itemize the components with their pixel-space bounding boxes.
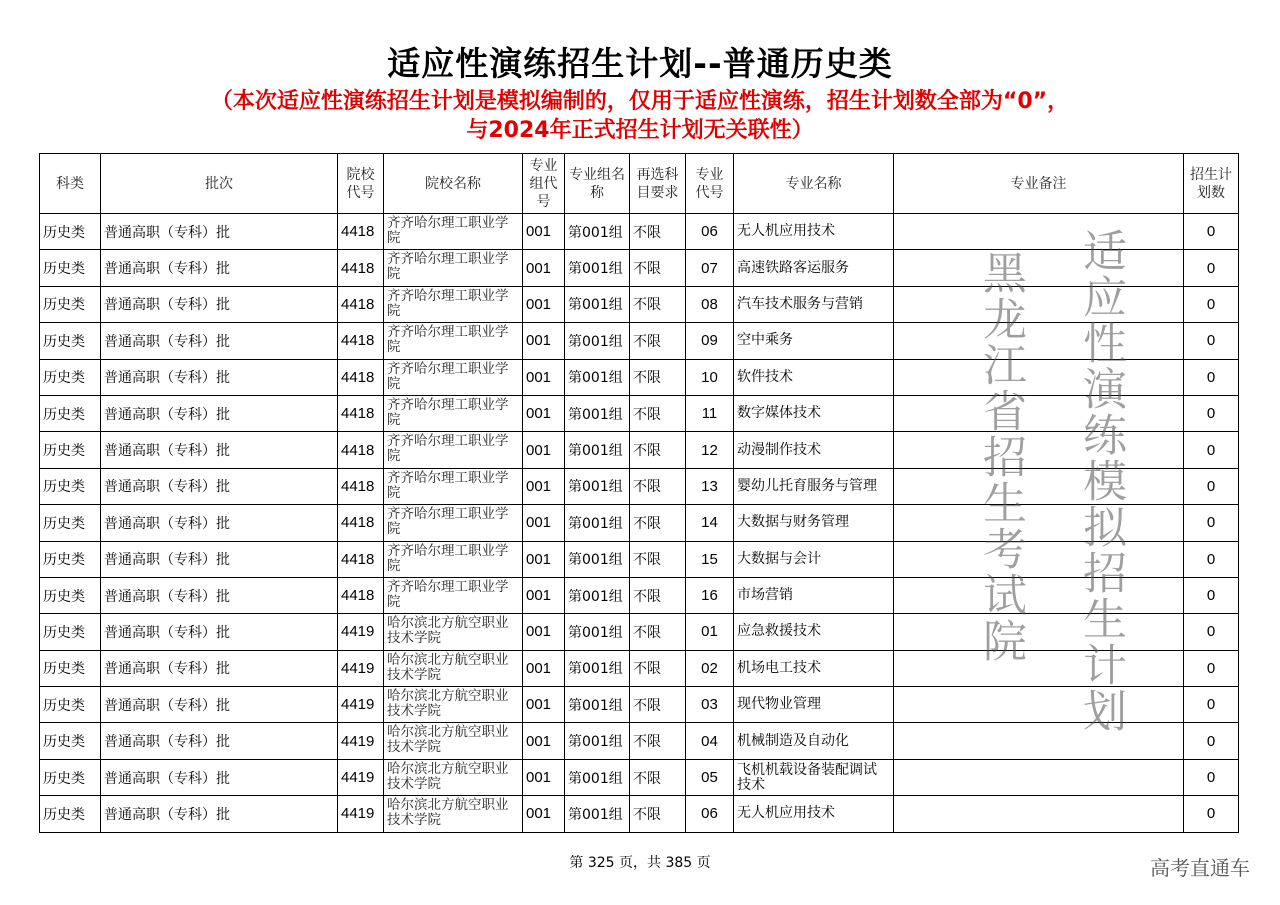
cell-major-code: 07 <box>686 250 734 286</box>
cell-major-remarks <box>894 323 1184 359</box>
cell-group-code: 001 <box>523 796 565 832</box>
cell-major-remarks <box>894 359 1184 395</box>
cell-batch: 普通高职（专科）批 <box>101 214 338 250</box>
cell-subject-category: 历史类 <box>40 468 101 504</box>
cell-major-code: 10 <box>686 359 734 395</box>
cell-elective-requirement: 不限 <box>630 250 686 286</box>
cell-major-name: 大数据与会计 <box>734 541 894 577</box>
cell-batch: 普通高职（专科）批 <box>101 359 338 395</box>
cell-subject-category: 历史类 <box>40 796 101 832</box>
cell-elective-requirement: 不限 <box>630 723 686 759</box>
table-row <box>40 505 1239 541</box>
cell-school-code: 4419 <box>338 687 384 723</box>
cell-group-name: 第001组 <box>565 650 630 686</box>
cell-major-name: 飞机机载设备装配调试技术 <box>734 759 894 795</box>
header-elective-requirement: 再选科目要求 <box>630 154 686 214</box>
cell-school-name: 齐齐哈尔理工职业学院 <box>384 214 523 250</box>
cell-batch: 普通高职（专科）批 <box>101 614 338 650</box>
cell-major-remarks <box>894 541 1184 577</box>
cell-major-name: 无人机应用技术 <box>734 214 894 250</box>
cell-elective-requirement: 不限 <box>630 577 686 613</box>
header-school-name: 院校名称 <box>384 154 523 214</box>
cell-school-code: 4419 <box>338 614 384 650</box>
cell-major-name: 高速铁路客运服务 <box>734 250 894 286</box>
cell-school-code: 4418 <box>338 432 384 468</box>
cell-major-code: 14 <box>686 505 734 541</box>
header-plan-count: 招生计划数 <box>1184 154 1239 214</box>
cell-school-code: 4419 <box>338 796 384 832</box>
cell-batch: 普通高职（专科）批 <box>101 250 338 286</box>
cell-elective-requirement: 不限 <box>630 395 686 431</box>
cell-plan-count: 0 <box>1184 759 1239 795</box>
cell-elective-requirement: 不限 <box>630 505 686 541</box>
cell-major-name: 空中乘务 <box>734 323 894 359</box>
header-group-name: 专业组名称 <box>565 154 630 214</box>
cell-school-name: 齐齐哈尔理工职业学院 <box>384 250 523 286</box>
cell-elective-requirement: 不限 <box>630 541 686 577</box>
cell-plan-count: 0 <box>1184 432 1239 468</box>
cell-major-code: 01 <box>686 614 734 650</box>
cell-plan-count: 0 <box>1184 687 1239 723</box>
cell-group-name: 第001组 <box>565 505 630 541</box>
cell-major-code: 06 <box>686 214 734 250</box>
cell-school-code: 4419 <box>338 759 384 795</box>
cell-school-name: 哈尔滨北方航空职业技术学院 <box>384 723 523 759</box>
cell-plan-count: 0 <box>1184 359 1239 395</box>
cell-group-code: 001 <box>523 359 565 395</box>
cell-school-name: 哈尔滨北方航空职业技术学院 <box>384 759 523 795</box>
cell-major-name: 婴幼儿托育服务与管理 <box>734 468 894 504</box>
cell-school-name: 哈尔滨北方航空职业技术学院 <box>384 650 523 686</box>
cell-group-code: 001 <box>523 759 565 795</box>
cell-group-name: 第001组 <box>565 214 630 250</box>
cell-subject-category: 历史类 <box>40 359 101 395</box>
cell-major-remarks <box>894 650 1184 686</box>
cell-subject-category: 历史类 <box>40 541 101 577</box>
table-row <box>40 650 1239 686</box>
cell-major-remarks <box>894 468 1184 504</box>
cell-group-code: 001 <box>523 286 565 322</box>
cell-plan-count: 0 <box>1184 468 1239 504</box>
cell-major-code: 03 <box>686 687 734 723</box>
cell-major-remarks <box>894 577 1184 613</box>
cell-major-remarks <box>894 286 1184 322</box>
cell-major-name: 机械制造及自动化 <box>734 723 894 759</box>
cell-school-code: 4418 <box>338 577 384 613</box>
cell-group-name: 第001组 <box>565 250 630 286</box>
notice-line-2: 与2024年正式招生计划无关联性） <box>466 118 814 143</box>
cell-plan-count: 0 <box>1184 395 1239 431</box>
cell-plan-count: 0 <box>1184 577 1239 613</box>
table-row <box>40 687 1239 723</box>
cell-batch: 普通高职（专科）批 <box>101 650 338 686</box>
cell-subject-category: 历史类 <box>40 577 101 613</box>
cell-plan-count: 0 <box>1184 505 1239 541</box>
cell-group-code: 001 <box>523 723 565 759</box>
cell-batch: 普通高职（专科）批 <box>101 395 338 431</box>
header-subject-category: 科类 <box>40 154 101 214</box>
enrollment-plan-table <box>39 153 1239 833</box>
cell-major-name: 市场营销 <box>734 577 894 613</box>
cell-batch: 普通高职（专科）批 <box>101 796 338 832</box>
cell-major-remarks <box>894 614 1184 650</box>
table-row <box>40 214 1239 250</box>
cell-group-code: 001 <box>523 395 565 431</box>
cell-subject-category: 历史类 <box>40 286 101 322</box>
cell-plan-count: 0 <box>1184 250 1239 286</box>
cell-subject-category: 历史类 <box>40 323 101 359</box>
cell-batch: 普通高职（专科）批 <box>101 759 338 795</box>
cell-school-name: 齐齐哈尔理工职业学院 <box>384 432 523 468</box>
cell-major-code: 09 <box>686 323 734 359</box>
cell-batch: 普通高职（专科）批 <box>101 286 338 322</box>
cell-major-name: 大数据与财务管理 <box>734 505 894 541</box>
brand-logo-text: 高考直通车 <box>1150 856 1250 880</box>
cell-major-name: 机场电工技术 <box>734 650 894 686</box>
cell-group-name: 第001组 <box>565 577 630 613</box>
cell-major-code: 16 <box>686 577 734 613</box>
cell-plan-count: 0 <box>1184 614 1239 650</box>
table-row <box>40 359 1239 395</box>
cell-group-code: 001 <box>523 505 565 541</box>
cell-school-name: 齐齐哈尔理工职业学院 <box>384 577 523 613</box>
cell-school-code: 4418 <box>338 286 384 322</box>
cell-school-name: 齐齐哈尔理工职业学院 <box>384 541 523 577</box>
table-row <box>40 723 1239 759</box>
cell-school-code: 4418 <box>338 214 384 250</box>
cell-subject-category: 历史类 <box>40 250 101 286</box>
cell-elective-requirement: 不限 <box>630 614 686 650</box>
cell-school-code: 4418 <box>338 468 384 504</box>
cell-school-code: 4419 <box>338 723 384 759</box>
cell-elective-requirement: 不限 <box>630 468 686 504</box>
cell-major-remarks <box>894 796 1184 832</box>
cell-group-code: 001 <box>523 432 565 468</box>
table-row <box>40 541 1239 577</box>
cell-school-code: 4418 <box>338 323 384 359</box>
cell-group-name: 第001组 <box>565 286 630 322</box>
watermark-simulated-plan: 适应性演练模拟招生计划 <box>1075 228 1126 734</box>
cell-school-code: 4418 <box>338 541 384 577</box>
cell-major-code: 06 <box>686 796 734 832</box>
cell-group-name: 第001组 <box>565 759 630 795</box>
cell-subject-category: 历史类 <box>40 723 101 759</box>
cell-subject-category: 历史类 <box>40 214 101 250</box>
cell-elective-requirement: 不限 <box>630 359 686 395</box>
cell-major-code: 04 <box>686 723 734 759</box>
cell-subject-category: 历史类 <box>40 614 101 650</box>
cell-major-name: 软件技术 <box>734 359 894 395</box>
header-school-code: 院校代号 <box>338 154 384 214</box>
table-row <box>40 286 1239 322</box>
cell-plan-count: 0 <box>1184 286 1239 322</box>
cell-school-name: 哈尔滨北方航空职业技术学院 <box>384 796 523 832</box>
notice-line-1: （本次适应性演练招生计划是模拟编制的，仅用于适应性演练，招生计划数全部为“0”， <box>210 89 1070 114</box>
cell-group-name: 第001组 <box>565 468 630 504</box>
table-row <box>40 577 1239 613</box>
cell-major-name: 数字媒体技术 <box>734 395 894 431</box>
cell-school-code: 4419 <box>338 650 384 686</box>
table-row <box>40 759 1239 795</box>
cell-major-remarks <box>894 723 1184 759</box>
cell-school-name: 齐齐哈尔理工职业学院 <box>384 323 523 359</box>
table-header-row <box>40 154 1239 214</box>
cell-group-code: 001 <box>523 214 565 250</box>
cell-group-code: 001 <box>523 250 565 286</box>
cell-group-name: 第001组 <box>565 796 630 832</box>
header-group-code: 专业组代号 <box>523 154 565 214</box>
cell-plan-count: 0 <box>1184 214 1239 250</box>
table-row <box>40 323 1239 359</box>
cell-school-name: 哈尔滨北方航空职业技术学院 <box>384 614 523 650</box>
cell-school-name: 齐齐哈尔理工职业学院 <box>384 359 523 395</box>
cell-batch: 普通高职（专科）批 <box>101 687 338 723</box>
cell-major-remarks <box>894 395 1184 431</box>
cell-group-name: 第001组 <box>565 323 630 359</box>
table-row <box>40 250 1239 286</box>
cell-plan-count: 0 <box>1184 796 1239 832</box>
cell-batch: 普通高职（专科）批 <box>101 723 338 759</box>
cell-major-code: 12 <box>686 432 734 468</box>
cell-major-name: 动漫制作技术 <box>734 432 894 468</box>
page-number: 第 325 页，共 385 页 <box>569 855 711 871</box>
cell-elective-requirement: 不限 <box>630 214 686 250</box>
cell-school-code: 4418 <box>338 395 384 431</box>
cell-elective-requirement: 不限 <box>630 432 686 468</box>
cell-major-remarks <box>894 214 1184 250</box>
cell-major-code: 05 <box>686 759 734 795</box>
cell-group-code: 001 <box>523 577 565 613</box>
cell-plan-count: 0 <box>1184 650 1239 686</box>
table-row <box>40 796 1239 832</box>
cell-major-remarks <box>894 505 1184 541</box>
cell-major-remarks <box>894 250 1184 286</box>
watermark-exam-institute: 黑龙江省招生考试院 <box>975 250 1026 664</box>
cell-school-name: 齐齐哈尔理工职业学院 <box>384 286 523 322</box>
cell-major-code: 11 <box>686 395 734 431</box>
cell-major-name: 现代物业管理 <box>734 687 894 723</box>
cell-subject-category: 历史类 <box>40 687 101 723</box>
cell-major-code: 13 <box>686 468 734 504</box>
cell-plan-count: 0 <box>1184 323 1239 359</box>
cell-major-name: 应急救援技术 <box>734 614 894 650</box>
cell-subject-category: 历史类 <box>40 759 101 795</box>
cell-elective-requirement: 不限 <box>630 323 686 359</box>
cell-major-code: 02 <box>686 650 734 686</box>
cell-batch: 普通高职（专科）批 <box>101 505 338 541</box>
cell-batch: 普通高职（专科）批 <box>101 323 338 359</box>
cell-elective-requirement: 不限 <box>630 687 686 723</box>
cell-school-code: 4418 <box>338 250 384 286</box>
cell-elective-requirement: 不限 <box>630 796 686 832</box>
cell-school-code: 4418 <box>338 359 384 395</box>
cell-school-name: 齐齐哈尔理工职业学院 <box>384 395 523 431</box>
cell-school-name: 齐齐哈尔理工职业学院 <box>384 505 523 541</box>
cell-subject-category: 历史类 <box>40 650 101 686</box>
header-major-remarks: 专业备注 <box>894 154 1184 214</box>
cell-major-name: 汽车技术服务与营销 <box>734 286 894 322</box>
cell-batch: 普通高职（专科）批 <box>101 541 338 577</box>
cell-group-code: 001 <box>523 687 565 723</box>
cell-group-name: 第001组 <box>565 614 630 650</box>
cell-group-name: 第001组 <box>565 432 630 468</box>
cell-subject-category: 历史类 <box>40 395 101 431</box>
cell-major-name: 无人机应用技术 <box>734 796 894 832</box>
cell-plan-count: 0 <box>1184 541 1239 577</box>
cell-group-code: 001 <box>523 614 565 650</box>
cell-group-code: 001 <box>523 468 565 504</box>
cell-elective-requirement: 不限 <box>630 286 686 322</box>
header-major-name: 专业名称 <box>734 154 894 214</box>
cell-group-code: 001 <box>523 650 565 686</box>
cell-elective-requirement: 不限 <box>630 759 686 795</box>
cell-school-name: 齐齐哈尔理工职业学院 <box>384 468 523 504</box>
cell-subject-category: 历史类 <box>40 432 101 468</box>
cell-batch: 普通高职（专科）批 <box>101 432 338 468</box>
table-row <box>40 395 1239 431</box>
cell-school-code: 4418 <box>338 505 384 541</box>
cell-group-name: 第001组 <box>565 723 630 759</box>
page-title: 适应性演练招生计划--普通历史类 <box>387 44 893 83</box>
cell-batch: 普通高职（专科）批 <box>101 468 338 504</box>
cell-major-remarks <box>894 432 1184 468</box>
cell-major-code: 15 <box>686 541 734 577</box>
cell-school-name: 哈尔滨北方航空职业技术学院 <box>384 687 523 723</box>
cell-major-code: 08 <box>686 286 734 322</box>
table-row <box>40 468 1239 504</box>
header-batch: 批次 <box>101 154 338 214</box>
cell-major-remarks <box>894 687 1184 723</box>
cell-group-name: 第001组 <box>565 687 630 723</box>
cell-group-code: 001 <box>523 323 565 359</box>
cell-group-code: 001 <box>523 541 565 577</box>
cell-group-name: 第001组 <box>565 395 630 431</box>
cell-elective-requirement: 不限 <box>630 650 686 686</box>
cell-batch: 普通高职（专科）批 <box>101 577 338 613</box>
header-major-code: 专业代号 <box>686 154 734 214</box>
cell-major-remarks <box>894 759 1184 795</box>
cell-plan-count: 0 <box>1184 723 1239 759</box>
cell-subject-category: 历史类 <box>40 505 101 541</box>
cell-group-name: 第001组 <box>565 359 630 395</box>
table-row <box>40 614 1239 650</box>
cell-group-name: 第001组 <box>565 541 630 577</box>
table-row <box>40 432 1239 468</box>
